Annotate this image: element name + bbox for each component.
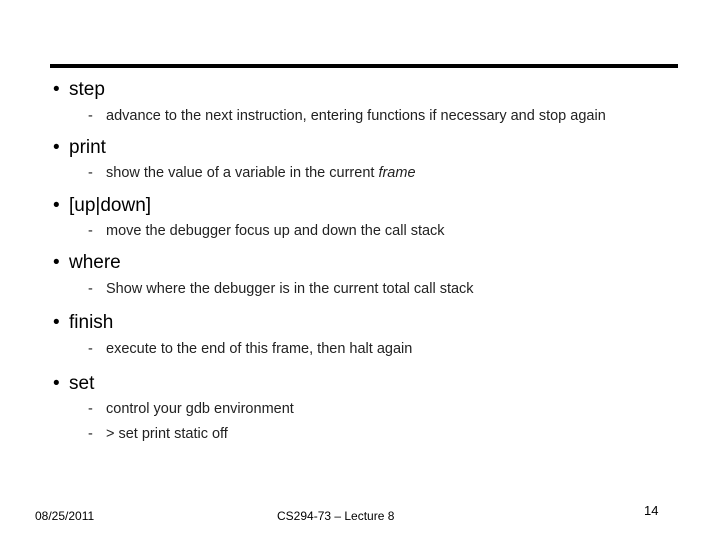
bullet-label: finish (69, 312, 114, 333)
bullet-print (53, 137, 106, 159)
sub-item-text: control your gdb environment (106, 401, 294, 417)
footer-course: CS294-73 – Lecture 8 (277, 509, 395, 523)
sub-item (88, 340, 412, 358)
bullet-where (53, 252, 121, 274)
sub-item (88, 280, 474, 298)
dash-icon: - (88, 426, 93, 442)
sub-item-emphasis: frame (378, 165, 416, 181)
dash-icon: - (88, 108, 93, 124)
bullet-dot-icon: • (53, 312, 60, 333)
bullet-label: [up|down] (69, 195, 152, 216)
sub-item-text: > set print static off (106, 426, 228, 442)
dash-icon: - (88, 341, 93, 357)
bullet-step (53, 79, 105, 101)
bullet-dot-icon: • (53, 79, 60, 100)
footer-page-number: 14 (644, 503, 659, 518)
bullet-label: step (69, 79, 105, 100)
bullet-dot-icon: • (53, 252, 60, 273)
sub-item-text: execute to the end of this frame, then halt again (106, 341, 413, 357)
sub-item-text: Show where the debugger is in the current total call stack (106, 281, 474, 297)
title-divider-rule (50, 64, 678, 68)
bullet-label: print (69, 137, 106, 158)
bullet-up-down (53, 195, 151, 217)
sub-item (88, 400, 294, 418)
dash-icon: - (88, 165, 93, 181)
bullet-dot-icon: • (53, 373, 60, 394)
bullet-finish (53, 312, 113, 334)
footer-date: 08/25/2011 (35, 509, 95, 523)
bullet-label: where (69, 252, 121, 273)
sub-item (88, 164, 416, 182)
bullet-dot-icon: • (53, 195, 60, 216)
sub-item (88, 107, 606, 125)
dash-icon: - (88, 281, 93, 297)
bullet-label: set (69, 373, 95, 394)
bullet-dot-icon: • (53, 137, 60, 158)
sub-item-text: move the debugger focus up and down the call stack (106, 223, 445, 239)
sub-item-text: show the value of a variable in the current (106, 165, 379, 181)
dash-icon: - (88, 223, 93, 239)
sub-item (88, 425, 228, 443)
sub-item (88, 222, 445, 240)
dash-icon: - (88, 401, 93, 417)
sub-item-text: advance to the next instruction, entering functions if necessary and stop again (106, 108, 606, 124)
bullet-set (53, 373, 94, 395)
